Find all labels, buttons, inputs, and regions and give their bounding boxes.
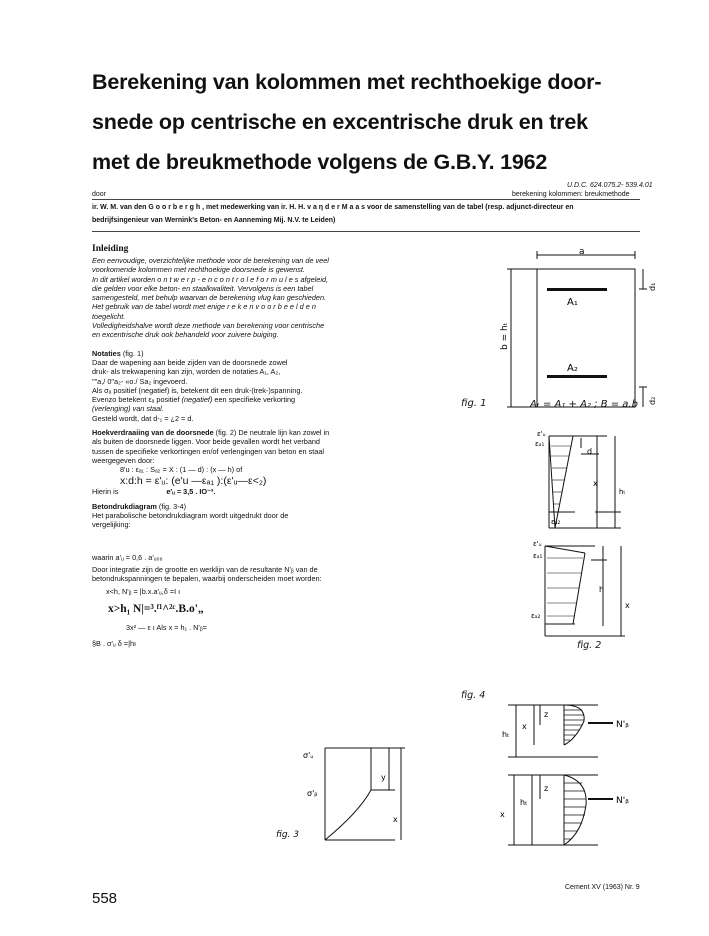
figure-2-strain-diagrams	[525, 428, 650, 653]
text-line: druk- als trekwapening kan zijn, worden de notaties A₁, A₂,	[92, 367, 281, 377]
formula: x>h₁ N|=³.ᶠ¹^²ᶜ.B.o'„	[108, 602, 204, 615]
section-heading-hoekverdraaiing: Hoekverdraaiing van de doorsnede	[92, 428, 214, 438]
formula: x:d:h = ε'ᵤ: (e'u —εₐ₁ ):(ε'ᵤ—ε<₂)	[120, 474, 267, 487]
betondrukdiagram-paragraph	[92, 502, 354, 649]
fig3-label: fig. 3	[276, 830, 299, 840]
text-line: betondrukspanningen te bepalen, waarbij onderscheiden moet worden:	[92, 574, 322, 584]
text-line: als buiten de doorsnede liggen. Voor beide gevallen wordt het verband	[92, 437, 320, 447]
fig4-label: fig. 4	[461, 690, 486, 701]
formula: 3x² — ε ı Als x = h₁ . N'ᵦ=	[126, 622, 207, 632]
text-line: Het parabolische betondrukdiagram wordt uitgedrukt door de	[92, 511, 289, 521]
fig4-label-nb-2: N'ᵦ	[616, 796, 629, 806]
fig1-label-a1: A₁	[567, 297, 578, 308]
text-line: In dit artikel worden o n t w e r p - e n c o n t r o l e f o r m u l e s afgeleid,	[92, 274, 329, 284]
figure-reference: (fig. 2) De neutrale lijn kan zowel in	[213, 428, 330, 438]
authors-rule	[92, 231, 640, 232]
fig3-label-x: x	[393, 815, 398, 824]
text-line: Een eenvoudige, overzichtelijke methode voor de berekening van de veel	[92, 256, 329, 265]
text-line: die gelden voor elke beton- en staalkwaliteit. Vervolgens is een tabel	[92, 283, 314, 293]
authors-affiliation: bedrijfsingenieur van Wernink's Beton- en Aanneming Mij. N.V. te Leiden)	[92, 217, 336, 224]
text-line: Volledigheidshalve wordt deze methode van berekening voor centrische	[92, 321, 325, 331]
fig2-label: fig. 2	[577, 640, 602, 651]
fig4-label-ht-2: hₜ	[520, 798, 528, 807]
fig2-label-eu: ε'ᵤ	[537, 430, 546, 438]
page-number: 558	[92, 890, 118, 907]
figure-reference: (fig. 1)	[120, 348, 144, 358]
authors-line: ir. W. M. van den G o o r b e r g h , met medewerking van ir. H. H. v a η d e r M a a s voor de samenstelling van de tabel (resp. adjunct-directeur en	[92, 204, 574, 211]
fig2-label-x-2: x	[625, 601, 630, 610]
fig1-label-a2: A₂	[567, 363, 578, 374]
text-line: voorkomende kolommen met rechthoekige doorsnede is gewenst.	[92, 265, 305, 275]
formula: 8'u : εₐ₁ : Sₐ₂ = X : (1 — d) : (x — h) of	[120, 465, 243, 475]
formula: x<h, N'ᵦ = |b.x.a'ᵤ,δ =I ı	[106, 586, 181, 596]
fig2-label-ea1: εₐ₁	[535, 440, 545, 448]
udc-code: U.D.C. 624.075.2- 539.4.01	[567, 182, 653, 189]
fig2-label-h: h	[599, 585, 605, 594]
formula: e'ᵤ = 3,5 . IO⁻³.	[166, 486, 216, 496]
figure-3-parabola	[285, 742, 415, 844]
fig4-label-x: x	[522, 722, 527, 731]
fig4-label-z: z	[544, 710, 549, 719]
fig1-label-d1: d₁	[648, 282, 657, 291]
fig3-label-su: σ'ᵤ	[303, 751, 314, 760]
figure-4-pressure-diagrams	[478, 695, 648, 855]
text-line: vergelijking:	[92, 520, 131, 530]
title-line: met de breukmethode volgens de G.B.Y. 1962	[92, 150, 548, 174]
text-line: weergegeven door:	[92, 455, 155, 465]
fig3-label-y: y	[381, 773, 386, 782]
fig1-label: fig. 1	[461, 398, 487, 409]
text-line: waarin a'ᵤ = 0,6 . a'ᵤ₀₈	[92, 552, 163, 562]
journal-reference: Cement XV (1963) Nr. 9	[565, 884, 640, 891]
byline-door: door	[92, 191, 107, 198]
text-line: Gesteld wordt, dat d-₁ = ¿2 = d.	[92, 413, 194, 423]
figure-reference: (fig. 3-4)	[156, 501, 187, 511]
text-column	[92, 244, 354, 649]
notaties-paragraph	[92, 349, 354, 423]
text-line: Als σₐ positief (negatief) is, betekent dit een druk-(trek-)spanning.	[92, 385, 303, 395]
title-line: snede op centrische en excentrische druk en trek	[92, 110, 588, 134]
fig1-caption: Aₜ = A₁ + A₂ ; B = a.b	[530, 399, 638, 410]
text-line: Het gebruik van de tabel wordt met enige r e k e n v o o r b e e l d e n	[92, 302, 316, 312]
text-italic: (negatief)	[181, 395, 213, 405]
text-line: en excentrische druk ook behandeld voor zuivere buiging.	[92, 330, 279, 340]
title-line: Berekening van kolommen met rechthoekige door-	[92, 70, 602, 94]
section-heading-betondrukdiagram: Betondrukdiagram	[92, 501, 157, 511]
hoek-paragraph	[92, 428, 354, 496]
fig2-label-ht: hₜ	[619, 488, 626, 496]
text-line: Evenzo betekent εₐ positief	[92, 395, 180, 405]
fig4-label-ht: hₜ	[502, 730, 510, 739]
fig2-label-ea2: εₐ₂	[551, 518, 561, 526]
section-heading-notaties: Notaties	[92, 348, 121, 358]
fig3-label-sb: σ'ᵦ	[307, 789, 318, 798]
fig2-label-eu-2: ε'ᵤ	[533, 540, 542, 548]
inleiding-paragraph	[92, 256, 354, 340]
text-line: Daar de wapening aan beide zijden van de doorsnede zowel	[92, 357, 288, 367]
text-line: Hierin is	[92, 486, 119, 496]
formula: §B . σ'ᵤ δ =|hı	[92, 639, 137, 649]
fig1-label-bh: b = hₜ	[500, 322, 510, 350]
fig4-label-x-2: x	[500, 810, 505, 819]
text-line: (verlenging) van staal.	[92, 404, 164, 414]
text-line: samengesteld, met behulp waarvan de berekening vlug kan geschieden.	[92, 293, 327, 303]
subject-keywords: berekening kolommen: breukmethode	[512, 191, 630, 198]
text-line: tussen de specifieke verkortingen en/of verlengingen van beton en staal	[92, 446, 325, 456]
fig2-label-ea2-2: εₐ₂	[531, 612, 541, 620]
fig2-label-d: d	[587, 447, 593, 456]
fig1-label-a: a	[579, 247, 585, 257]
section-heading-inleiding: Inleiding	[92, 244, 129, 254]
article-title	[92, 62, 652, 182]
fig4-label-z-2: z	[544, 784, 549, 793]
fig2-label-ea1-2: εₐ₁	[533, 552, 543, 560]
fig4-label-nb: N'ᵦ	[616, 720, 629, 730]
fig1-label-d2: d₂	[648, 396, 657, 405]
fig2-label-x: x	[593, 479, 598, 488]
text-line: een specifieke verkorting	[212, 395, 296, 405]
byline-rule	[92, 199, 640, 200]
text-line: toegelicht.	[92, 311, 126, 321]
text-line: Door integratie zijn de grootte en werklijn van de resultante N'ᵦ van de	[92, 565, 318, 575]
text-line: ""a,/ 0"a₂- «o./ Sa₂ ingevoerd.	[92, 376, 188, 386]
